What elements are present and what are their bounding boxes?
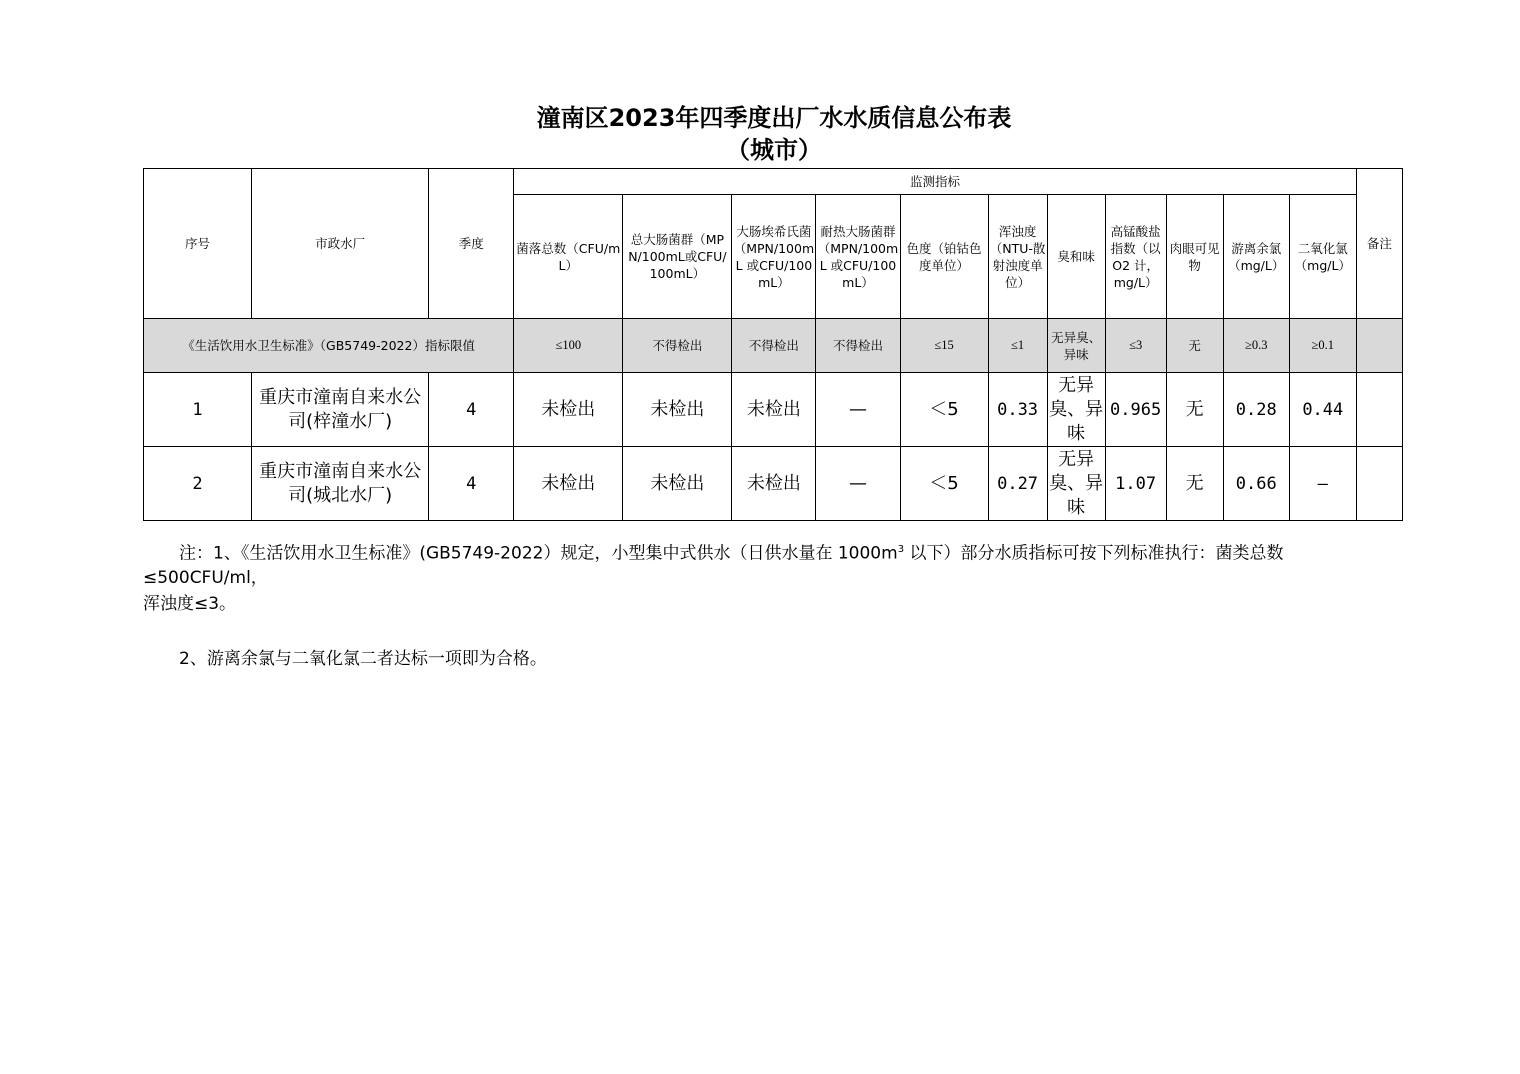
header-indicator-group: 监测指标 xyxy=(514,169,1357,195)
standard-value: 无 xyxy=(1166,319,1223,373)
note-1 xyxy=(143,538,1405,590)
row-plant: 重庆市潼南自来水公司(梓潼水厂) xyxy=(252,373,429,447)
row-value: ＜5 xyxy=(900,447,988,521)
standard-value: ≤1 xyxy=(988,319,1047,373)
header-indicator: 高锰酸盐指数（以O2 计，mg/L） xyxy=(1105,195,1166,319)
row-value: — xyxy=(816,373,900,447)
page-title xyxy=(0,102,1520,166)
row-seq: 1 xyxy=(144,373,252,447)
row-value: 0.33 xyxy=(988,373,1047,447)
row-value: 0.27 xyxy=(988,447,1047,521)
standard-row xyxy=(144,319,1403,373)
standard-value: 不得检出 xyxy=(623,319,732,373)
standard-label: 《生活饮用水卫生标准》（GB5749-2022）指标限值 xyxy=(144,319,514,373)
standard-remark xyxy=(1356,319,1402,373)
standard-value: 不得检出 xyxy=(816,319,900,373)
row-value: — xyxy=(1289,447,1356,521)
note-1-text-b: 以下）部分水质指标可按下列标准执行：菌类总数≤500CFU/ml， xyxy=(143,543,1284,588)
row-value: 0.28 xyxy=(1223,373,1289,447)
row-seq: 2 xyxy=(144,447,252,521)
standard-value: 不得检出 xyxy=(732,319,816,373)
row-value: 未检出 xyxy=(514,447,623,521)
header-indicator: 耐热大肠菌群（MPN/100mL 或CFU/100mL） xyxy=(816,195,900,319)
row-value: 无 xyxy=(1166,447,1223,521)
header-remark: 备注 xyxy=(1356,169,1402,319)
standard-value: ≥0.3 xyxy=(1223,319,1289,373)
header-indicator: 大肠埃希氏菌（MPN/100mL 或CFU/100mL） xyxy=(732,195,816,319)
row-value: 未检出 xyxy=(514,373,623,447)
row-value: — xyxy=(816,447,900,521)
row-value: 无异臭、异味 xyxy=(1047,373,1105,447)
title-main: 潼南区2023年四季度出厂水水质信息公布表 xyxy=(536,104,1012,132)
header-indicator: 二氧化氯（mg/L） xyxy=(1289,195,1356,319)
header-plant: 市政水厂 xyxy=(252,169,429,319)
row-value: 0.66 xyxy=(1223,447,1289,521)
row-value: ＜5 xyxy=(900,373,988,447)
row-value: 未检出 xyxy=(623,373,732,447)
standard-value: ≤15 xyxy=(900,319,988,373)
standard-value: ≥0.1 xyxy=(1289,319,1356,373)
note-1-continued: 浑浊度≤3。 xyxy=(143,594,237,614)
header-indicator: 总大肠菌群（MPN/100mL或CFU/100mL） xyxy=(623,195,732,319)
row-value: 0.44 xyxy=(1289,373,1356,447)
row-value: 未检出 xyxy=(623,447,732,521)
standard-value: ≤100 xyxy=(514,319,623,373)
header-indicator: 菌落总数（CFU/mL） xyxy=(514,195,623,319)
table-row xyxy=(144,447,1403,521)
row-season: 4 xyxy=(429,447,514,521)
header-indicator: 臭和味 xyxy=(1047,195,1105,319)
header-indicator: 色度（铂钴色度单位） xyxy=(900,195,988,319)
standard-value: 无异臭、异味 xyxy=(1047,319,1105,373)
header-row-group xyxy=(144,169,1403,195)
row-value: 未检出 xyxy=(732,373,816,447)
row-remark xyxy=(1356,447,1402,521)
row-remark xyxy=(1356,373,1402,447)
row-plant: 重庆市潼南自来水公司(城北水厂) xyxy=(252,447,429,521)
note-1-text-a: 注：1、《生活饮用水卫生标准》(GB5749-2022）规定，小型集中式供水（日供水量在 1000m xyxy=(179,543,898,564)
row-season: 4 xyxy=(429,373,514,447)
title-subtitle: （城市） xyxy=(726,136,822,164)
row-value: 未检出 xyxy=(732,447,816,521)
note-1-superscript: 3 xyxy=(897,544,905,555)
row-value: 1.07 xyxy=(1105,447,1166,521)
header-seq: 序号 xyxy=(144,169,252,319)
row-value: 无异臭、异味 xyxy=(1047,447,1105,521)
standard-value: ≤3 xyxy=(1105,319,1166,373)
water-quality-table xyxy=(143,168,1403,521)
table-row xyxy=(144,373,1403,447)
note-2: 2、游离余氯与二氧化氯二者达标一项即为合格。 xyxy=(179,649,547,669)
header-season: 季度 xyxy=(429,169,514,319)
header-indicator: 肉眼可见物 xyxy=(1166,195,1223,319)
row-value: 无 xyxy=(1166,373,1223,447)
header-indicator: 浑浊度（NTU-散射浊度单位） xyxy=(988,195,1047,319)
header-indicator: 游离余氯（mg/L） xyxy=(1223,195,1289,319)
row-value: 0.965 xyxy=(1105,373,1166,447)
